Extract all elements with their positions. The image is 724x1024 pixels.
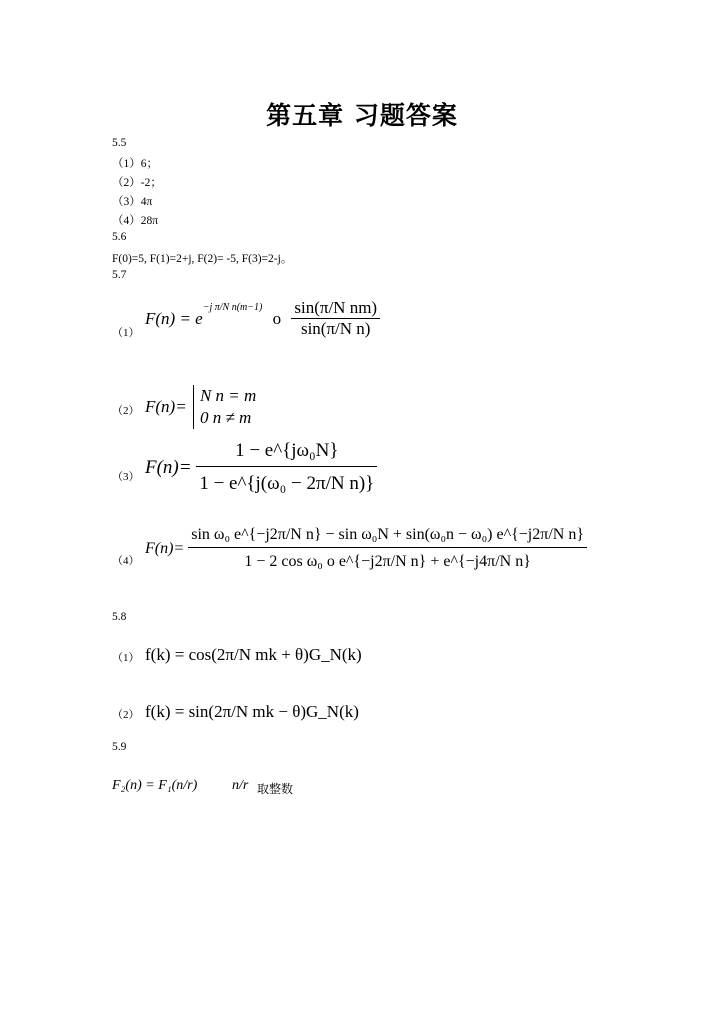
eq-5-7-3-numerator: 1 − e^{jω₀N} — [235, 440, 339, 461]
eq-5-7-3-lhs: F(n)= — [145, 456, 192, 478]
eq-5-7-1-numerator: sin(π/N nm) — [294, 298, 378, 317]
equation-5-7-3 — [145, 440, 377, 495]
equation-5-8-1: f(k) = cos(2π/N mk + θ)G_N(k) — [145, 645, 362, 664]
section-5-5-heading: 5.5 — [112, 137, 127, 149]
eq-5-7-1-fraction — [291, 298, 380, 339]
answer-5-5-2: （2）-2； — [112, 177, 162, 189]
equation-5-8-2: f(k) = sin(2π/N mk − θ)G_N(k) — [145, 702, 359, 721]
answer-5-5-4: （4）28π — [112, 215, 159, 227]
equation-5-7-2 — [145, 385, 256, 429]
answer-5-5-1: （1）6； — [112, 158, 158, 170]
label-5-7-1: （1） — [112, 327, 140, 339]
section-5-8-heading: 5.8 — [112, 611, 127, 623]
eq-5-7-4-lhs: F(n)= — [145, 539, 185, 557]
equation-5-7-4 — [145, 526, 587, 571]
section-5-6-heading: 5.6 — [112, 231, 127, 243]
equation-5-9-condition-text: 取整数 — [257, 782, 294, 796]
answer-5-5-3: （3）4π — [112, 196, 153, 208]
equation-5-9: F₂(n) = F₁(n/r) — [112, 778, 198, 793]
label-5-7-3: （3） — [112, 471, 140, 483]
eq-5-7-4-denominator: 1 − 2 cos ω₀ o e^{−j2π/N n} + e^{−j4π/N n} — [188, 547, 587, 571]
eq-5-7-1-dot: o — [272, 308, 282, 328]
label-5-8-2: （2） — [112, 709, 140, 721]
page-title: 第五章 习题答案 — [266, 101, 458, 130]
label-5-7-4: （4） — [112, 555, 140, 567]
eq-5-7-1-exponent: −j π/N n(m−1) — [202, 301, 263, 313]
section-5-7-heading: 5.7 — [112, 269, 127, 281]
eq-5-7-2-cases — [193, 385, 256, 429]
eq-5-7-3-fraction — [196, 440, 377, 495]
label-5-7-2: （2） — [112, 405, 140, 417]
eq-5-7-3-denominator: 1 − e^{j(ω₀ − 2π/N n)} — [196, 466, 377, 495]
eq-5-7-1-lhs: F(n) = e — [145, 308, 203, 328]
label-5-8-1: （1） — [112, 652, 140, 664]
eq-5-7-4-numerator: sin ω₀ e^{−j2π/N n} − sin ω₀N + sin(ω₀n − ω₀) e^{−j2π/N n} — [191, 526, 584, 543]
eq-5-7-2-case-2: 0 n ≠ m — [199, 408, 252, 427]
eq-5-7-1-denominator: sin(π/N n) — [291, 318, 380, 339]
equation-5-7-1 — [145, 298, 380, 339]
equation-5-9-condition: n/r — [232, 778, 249, 793]
section-5-9-heading: 5.9 — [112, 741, 127, 753]
answer-5-6: F(0)=5, F(1)=2+j, F(2)= -5, F(3)=2-j。 — [112, 253, 293, 265]
eq-5-7-2-lhs: F(n)= — [145, 397, 187, 416]
eq-5-7-4-fraction — [188, 526, 587, 571]
eq-5-7-2-case-1: N n = m — [199, 386, 257, 405]
